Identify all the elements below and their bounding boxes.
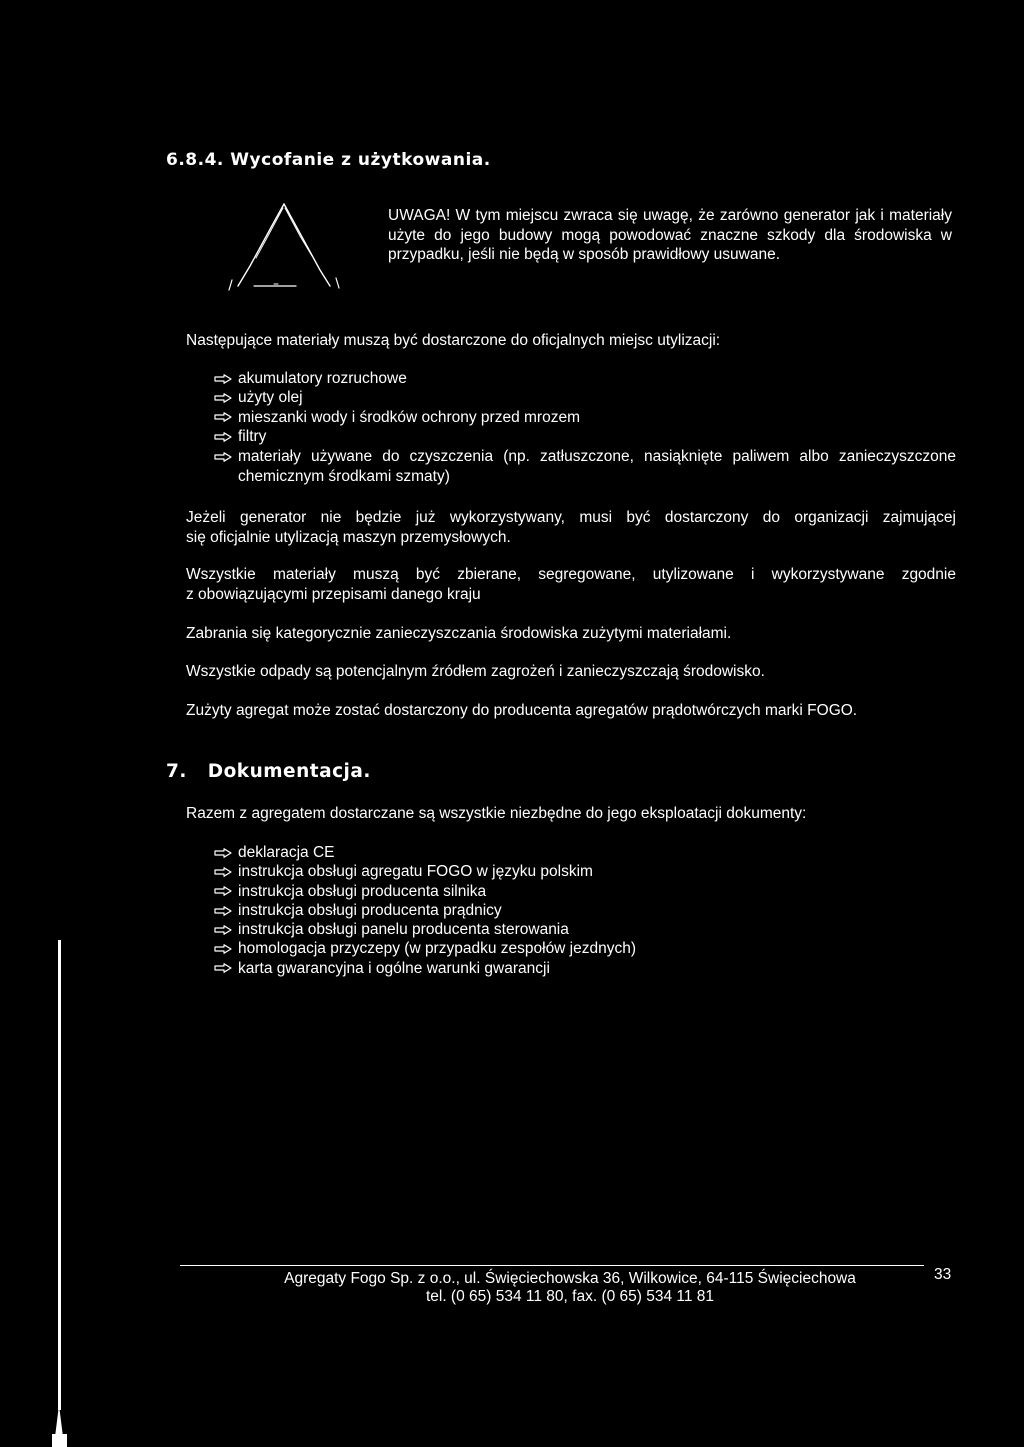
documents-list [214,843,636,978]
footer-divider [180,1265,924,1266]
paragraph: Zużyty agregat może zostać dostarczony do producenta agregatów prądotwórczych marki FOGO. [186,702,858,719]
footer [220,1270,920,1306]
arrow-right-icon [214,432,232,442]
materials-intro: Następujące materiały muszą być dostarczone do oficjalnych miejsc utylizacji: [186,332,721,349]
list-item-text: filtry [238,427,267,445]
paragraph [186,508,956,547]
arrow-right-icon [214,886,232,896]
warning-notice: UWAGA! W tym miejscu zwraca się uwagę, że zarówno generator jak i materiały użyte do jego budowy mogą powodować znaczne szkody dla środowiska w przypadku, jeśli nie będą w sposób prawidłowy usuwane. [388,207,952,263]
page-number: 33 [934,1266,952,1283]
paragraph-line: Wszystkie materiały muszą być zbierane, segregowane, utylizowane i wykorzystywane zgodnie [186,566,956,583]
list-item [214,447,956,486]
list-item-text: akumulatory rozruchowe [238,369,407,387]
list-item [214,920,636,939]
list-item-text: mieszanki wody i środków ochrony przed mrozem [238,408,580,426]
scan-margin-line [58,940,61,1410]
arrow-right-icon [214,393,232,403]
list-item-text: materiały używane do czyszczenia (np. zatłuszczone, nasiąknięte paliwem albo zanieczyszczone [238,448,956,465]
documents-intro: Razem z agregatem dostarczane są wszystkie niezbędne do jego eksploatacji dokumenty: [186,805,807,822]
list-item-text: homologacja przyczepy (w przypadku zespołów jezdnych) [238,940,637,958]
paragraph: Zabrania się kategorycznie zanieczyszczania środowiska zużytymi materiałami. [186,625,732,642]
paragraph-line: się oficjalnie utylizacją maszyn przemysłowych. [186,528,511,546]
section-heading: 6.8.4. Wycofanie z użytkowania. [166,150,491,170]
paragraph-line: z obowiązującymi przepisami danego kraju [186,585,481,603]
list-item-text: instrukcja obsługi producenta silnika [238,882,487,900]
list-item [214,939,636,958]
list-item [214,882,636,901]
footer-company: Agregaty Fogo Sp. z o.o., ul. Święciechowska 36, Wilkowice, 64-115 Święciechowa [284,1270,856,1287]
section-heading: 7. Dokumentacja. [166,761,371,782]
paragraph: Wszystkie odpady są potencjalnym źródłem zagrożeń i zanieczyszczają środowisko. [186,663,765,680]
scan-margin-base [52,1434,67,1447]
materials-list [214,369,580,446]
arrow-right-icon [214,944,232,954]
arrow-right-icon [214,412,232,422]
list-item [214,369,580,388]
list-item-text: użyty olej [238,389,303,407]
list-item-text: instrukcja obsługi panelu producenta sterowania [238,921,569,939]
list-item [214,388,580,407]
list-item-text-continued: chemicznym środkami szmaty) [238,467,450,485]
scan-margin-spike [55,1405,63,1437]
list-item [214,959,636,978]
arrow-right-icon [214,867,232,877]
arrow-right-icon [214,374,232,384]
list-item-text: karta gwarancyjna i ogólne warunki gwarancji [238,959,550,977]
warning-triangle-icon [226,200,344,292]
footer-contact: tel. (0 65) 534 11 80, fax. (0 65) 534 11 81 [425,1288,715,1305]
arrow-right-icon [214,963,232,973]
paragraph [186,565,956,604]
list-item [214,901,636,920]
arrow-right-icon [214,452,232,462]
paragraph-line: Jeżeli generator nie będzie już wykorzystywany, musi być dostarczony do organizacji zajmującej [186,509,956,526]
list-item [214,408,580,427]
list-item-text: instrukcja obsługi agregatu FOGO w języku polskim [238,863,593,881]
list-item-text: deklaracja CE [238,843,335,861]
arrow-right-icon [214,925,232,935]
list-item [214,843,636,862]
list-item [214,862,636,881]
list-item [214,427,580,446]
arrow-right-icon [214,906,232,916]
list-item-text: instrukcja obsługi producenta prądnicy [238,901,502,919]
arrow-right-icon [214,848,232,858]
